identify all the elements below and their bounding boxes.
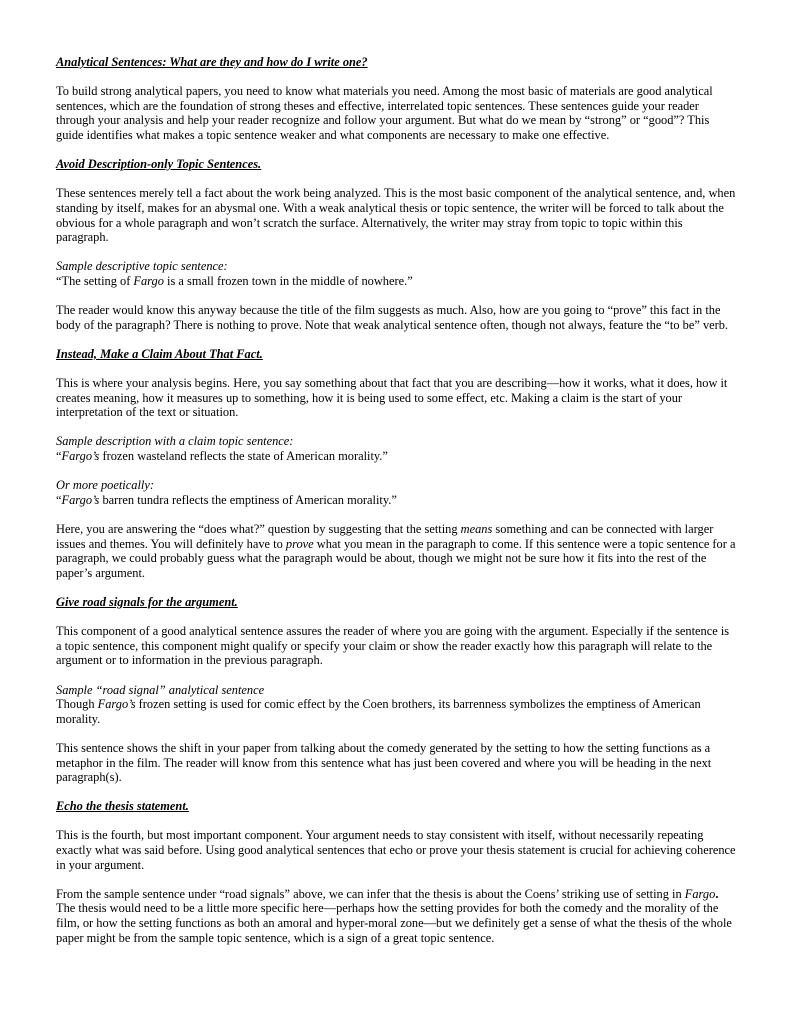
quote-mark: “ — [56, 449, 62, 464]
quote-text: barren tundra reflects the emptiness of American morality.” — [99, 492, 397, 507]
thesis-paragraph: This is the fourth, but most important component. Your argument needs to stay consistent with itself, without necessarily repeating exactly what was said before. Using good analytical sentences that echo or prove your thesis statement is crucial for achieving coherence in your argument. — [56, 828, 736, 872]
document-title: Analytical Sentences: What are they and how do I write one? — [56, 55, 368, 69]
sample-road-signal-label: Sample “road signal” analytical sentence — [56, 682, 265, 697]
paragraph-text: what you mean in the paragraph to come. If this sentence were a topic sentence for a paragraph, we could probably guess what the paragraph would be about, though we might not be sure how it fits into the rest of the paper’s argument. — [56, 536, 736, 580]
quote-text: Though — [56, 697, 98, 712]
intro-paragraph: To build strong analytical papers, you need to know what materials you need. Among the most basic of materials are good analytical sentences, which are the foundation of strong theses and effective, interrelated topic sentences. These sentences guide your reader through your analysis and help your reader recognize and follow your argument. But what do we mean by “strong” or “good”? This guide identifies what makes a topic sentence weaker and what components are necessary to make one effective. — [56, 84, 713, 142]
claim-paragraph: This is where your analysis begins. Here, you say something about that fact that you are describing—how it works, what it does, how it creates meaning, how it measures up to something, how it is being used to some effect, etc. Making a claim is the start of your interpretation of the text or situation. — [56, 376, 728, 420]
paragraph-text: From the sample sentence under “road signals” above, we can infer that the thesis is about the Coens’ striking use of setting in — [56, 886, 685, 901]
sample-descriptive-sentence — [56, 274, 736, 289]
thesis-followup-paragraph — [56, 887, 736, 945]
road-signals-followup-paragraph: This sentence shows the shift in your paper from talking about the comedy generated by the setting to how the setting functions as a metaphor in the film. The reader will know from this sentence what has just been covered and where you will be heading in the next paragraph(s). — [56, 740, 712, 785]
paragraph-text: The thesis would need to be a little more specific here—perhaps how the setting provides for both the comedy and the morality of the film, or how the setting functions as both an amoral and hyper-moral zone—but we definitely get a sense of what the thesis of the whole paper might be from the sample topic sentence, which is a sign of a great topic sentence. — [56, 901, 732, 945]
film-title: Fargo’s — [97, 697, 136, 712]
film-title: Fargo — [133, 273, 164, 288]
description-followup-paragraph: The reader would know this anyway because the title of the film suggests as much. Also, how are you going to “prove” this fact in the body of the paragraph? There is nothing to prove. Note that weak analytical sentence often, though not always, feature the “to be” verb. — [56, 303, 729, 332]
section-heading-description: Avoid Description-only Topic Sentences. — [56, 157, 262, 172]
sample-poetic-sentence — [56, 493, 736, 508]
sample-claim-sentence — [56, 449, 736, 464]
sample-poetic-label: Or more poetically: — [56, 478, 154, 493]
quote-text: “The setting of — [56, 273, 134, 288]
film-title: Fargo’s — [61, 492, 100, 507]
emphasis-means: means — [460, 522, 493, 536]
section-heading-road-signals: Give road signals for the argument. — [56, 594, 238, 609]
paragraph-text: Here, you are answering the “does what?” question by suggesting that the setting — [56, 522, 461, 536]
quote-text: is a small frozen town in the middle of nowhere.” — [163, 273, 413, 288]
bold-period: . — [715, 886, 719, 901]
sample-descriptive-label: Sample descriptive topic sentence: — [56, 259, 228, 274]
section-heading-thesis: Echo the thesis statement. — [56, 799, 189, 814]
description-paragraph: These sentences merely tell a fact about the work being analyzed. This is the most basic component of the analytical sentence, and, when standing by itself, makes for an abysmal one. With a weak analytical thesis or topic sentence, the writer will be forced to talk about the obvious for a whole paragraph and won’t scratch the surface. Alternatively, the writer may stray from topic to topic within this paragraph. — [56, 186, 736, 245]
document-page — [56, 55, 736, 960]
sample-road-signal-sentence — [56, 697, 736, 726]
film-title: Fargo — [684, 886, 716, 901]
quote-mark: “ — [56, 492, 62, 507]
paragraph-text: something and can be connected with larger issues and themes. You will definitely have to — [56, 522, 714, 551]
quote-text: frozen setting is used for comic effect by the Coen brothers, its barrenness symbolizes the emptiness of American morality. — [56, 697, 701, 726]
sample-claim-label: Sample description with a claim topic sentence: — [56, 434, 294, 449]
section-heading-claim: Instead, Make a Claim About That Fact. — [56, 346, 263, 361]
emphasis-prove: prove — [285, 536, 314, 551]
film-title: Fargo’s — [61, 449, 100, 464]
claim-followup-paragraph — [56, 522, 736, 580]
road-signals-paragraph: This component of a good analytical sentence assures the reader of where you are going with the argument. Especially if the sentence is a topic sentence, this component might qualify or specify your claim or show the reader exactly how this paragraph will relate to the argument or to information in the previous paragraph. — [56, 624, 730, 668]
quote-text: frozen wasteland reflects the state of American morality.” — [99, 449, 388, 464]
